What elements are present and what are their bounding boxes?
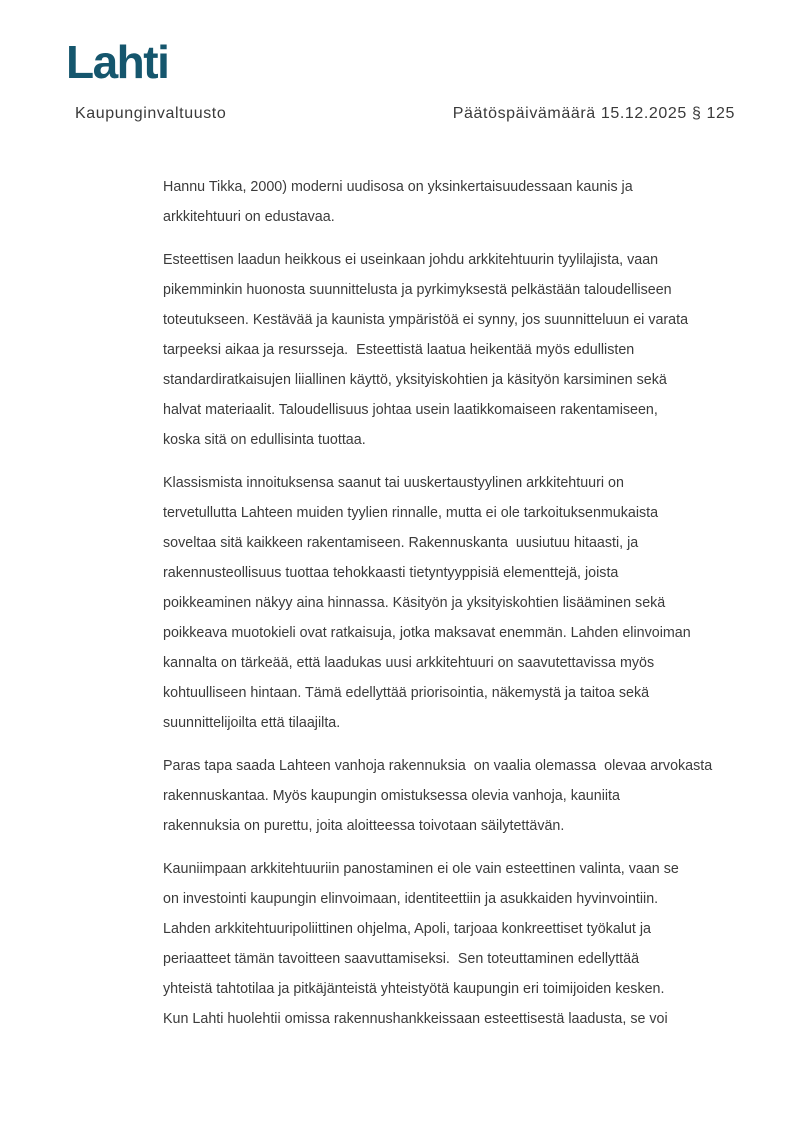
- paragraph-line: Klassismista innoituksensa saanut tai uuskertaustyylinen arkkitehtuuri on: [163, 475, 624, 491]
- paragraph-line: standardiratkaisujen liiallinen käyttö, yksityiskohtien ja käsityön karsiminen sekä: [163, 372, 667, 388]
- paragraph: [163, 468, 729, 738]
- paragraph-line: Kauniimpaan arkkitehtuuriin panostaminen ei ole vain esteettinen valinta, vaan se: [163, 861, 679, 877]
- paragraph-line: kohtuulliseen hintaan. Tämä edellyttää priorisointia, näkemystä ja taitoa sekä: [163, 685, 650, 701]
- paragraph-line: kannalta on tärkeää, että laadukas uusi arkkitehtuuri on saavutettavissa myös: [163, 655, 655, 671]
- paragraph-line: soveltaa sitä kaikkeen rakentamiseen. Rakennuskanta uusiutuu hitaasti, ja: [163, 535, 639, 551]
- paragraph-line: Paras tapa saada Lahteen vanhoja rakennuksia on vaalia olemassa olevaa arvokasta: [163, 758, 713, 774]
- paragraph: [163, 854, 729, 1034]
- decision-date-section: Päätöspäivämäärä 15.12.2025 § 125: [452, 105, 735, 122]
- paragraph-line: Kun Lahti huolehtii omissa rakennushankkeissaan esteettisestä laadusta, se voi: [163, 1011, 668, 1027]
- paragraph-line: koska sitä on edullisinta tuottaa.: [163, 432, 366, 448]
- paragraph-line: poikkeava muotokieli ovat ratkaisuja, jotka maksavat enemmän. Lahden elinvoiman: [163, 625, 691, 641]
- paragraph-line: toteutukseen. Kestävää ja kaunista ympäristöä ei synny, jos suunnitteluun ei varata: [163, 312, 689, 328]
- paragraph-line: Lahden arkkitehtuuripoliittinen ohjelma, Apoli, tarjoaa konkreettiset työkalut ja: [163, 921, 651, 937]
- lahti-city-logo: Lahti: [66, 36, 169, 88]
- paragraph-line: halvat materiaalit. Taloudellisuus johtaa usein laatikkomaiseen rakentamiseen,: [163, 402, 658, 418]
- paragraph-line: suunnittelijoilta että tilaajilta.: [163, 715, 341, 731]
- document-body: [163, 172, 729, 1047]
- paragraph: [163, 245, 729, 455]
- paragraph: [163, 751, 729, 841]
- committee-name: Kaupunginvaltuusto: [75, 105, 227, 122]
- document-header: [75, 103, 735, 124]
- paragraph-line: periaatteet tämän tavoitteen saavuttamiseksi. Sen toteuttaminen edellyttää: [163, 951, 640, 967]
- paragraph-line: rakennuskantaa. Myös kaupungin omistuksessa olevia vanhoja, kauniita: [163, 788, 620, 804]
- paragraph-line: Esteettisen laadun heikkous ei useinkaan johdu arkkitehtuurin tyylilajista, vaan: [163, 252, 659, 268]
- paragraph-line: tarpeeksi aikaa ja resursseja. Esteettistä laatua heikentää myös edullisten: [163, 342, 635, 358]
- paragraph-line: tervetullutta Lahteen muiden tyylien rinnalle, mutta ei ole tarkoituksenmukaista: [163, 505, 659, 521]
- paragraph-line: pikemminkin huonosta suunnittelusta ja pyrkimyksestä pelkästään taloudelliseen: [163, 282, 672, 298]
- paragraph-line: yhteistä tahtotilaa ja pitkäjänteistä yhteistyötä kaupungin eri toimijoiden kesken.: [163, 981, 665, 997]
- paragraph-line: poikkeaminen näkyy aina hinnassa. Käsityön ja yksityiskohtien lisääminen sekä: [163, 595, 666, 611]
- paragraph-line: rakennuksia on purettu, joita aloitteessa toivotaan säilytettävän.: [163, 818, 565, 834]
- paragraph-line: rakennusteollisuus tuottaa tehokkaasti tietyntyyppisiä elementtejä, joista: [163, 565, 619, 581]
- paragraph-line: arkkitehtuuri on edustavaa.: [163, 209, 335, 225]
- paragraph: [163, 172, 729, 232]
- paragraph-line: Hannu Tikka, 2000) moderni uudisosa on yksinkertaisuudessaan kaunis ja: [163, 179, 633, 195]
- paragraph-line: on investointi kaupungin elinvoimaan, identiteettiin ja asukkaiden hyvinvointiin.: [163, 891, 659, 907]
